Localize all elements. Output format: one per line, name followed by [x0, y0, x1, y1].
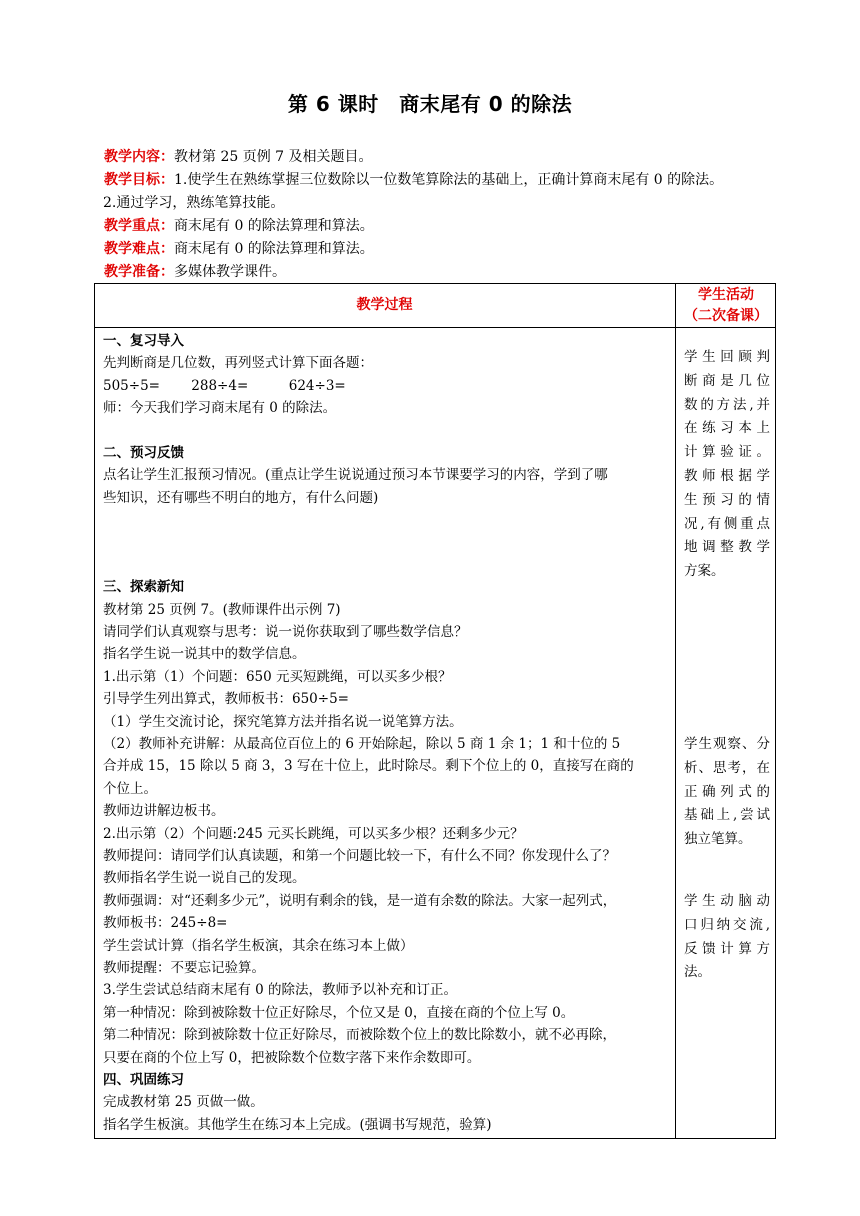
- meta-focus: [104, 215, 784, 238]
- content-line: 完成教材第 25 页做一做。: [103, 1094, 264, 1111]
- meta-difficulty: [104, 238, 784, 261]
- side-note-line: 计算验证。: [684, 444, 770, 461]
- side-note-line: 生预习的情: [684, 491, 770, 508]
- side-note-line: 数的方法,并: [684, 396, 770, 413]
- student-activity-note-3: [684, 890, 770, 985]
- content-line: 指名学生说一说其中的数学信息。: [103, 646, 306, 663]
- content-line: 教材第 25 页例 7。(教师课件出示例 7): [103, 601, 341, 618]
- content-line: 个位上。: [103, 780, 157, 797]
- meta-key: 教学目标：: [104, 172, 174, 188]
- side-note-line: 况,有侧重点: [684, 515, 770, 532]
- content-line: 第二种情况：除到被除数十位正好除尽，而被除数个位上的数比除数小，就不必再除，: [103, 1027, 616, 1044]
- section-heading: 一、复习导入: [103, 333, 184, 349]
- header-student-activity-label: 学生活动: [698, 287, 754, 303]
- side-note-line: 学生观察、分: [684, 736, 770, 752]
- content-line: （2）教师补充讲解：从最高位百位上的 6 开始除起，除以 5 商 1 余 1；1 和十位的 5: [103, 736, 621, 753]
- column-divider: [675, 283, 676, 1139]
- content-line: 教师板书：245÷8=: [103, 915, 228, 932]
- content-line: 指名学生板演。其他学生在练习本上完成。(强调书写规范，验算): [103, 1116, 492, 1133]
- meta-key: 教学内容：: [104, 149, 174, 165]
- content-line: 第一种情况：除到被除数十位正好除尽，个位又是 0，直接在商的个位上写 0。: [103, 1004, 575, 1021]
- meta-preparation: [104, 261, 784, 284]
- teaching-process-content: [103, 330, 669, 1136]
- content-line: [103, 532, 669, 554]
- meta-value: 1.使学生在熟练掌握三位数除以一位数笔算除法的基础上，正确计算商末尾有 0 的除法。: [174, 172, 724, 188]
- side-note-line: 口归纳交流,: [684, 916, 770, 933]
- side-note-line: 在练习本上: [684, 420, 770, 437]
- side-note-line: 正确列式的: [684, 783, 770, 800]
- side-note-line: 反馈计算方: [684, 940, 770, 957]
- side-note-line: 析、思考，在: [684, 759, 770, 776]
- content-line: 教师边讲解边板书。: [103, 803, 225, 820]
- content-line: [103, 509, 669, 531]
- lesson-title: 第 6 课时 商末尾有 0 的除法: [287, 92, 573, 116]
- section-heading: 四、巩固练习: [103, 1071, 184, 1088]
- content-line: [103, 420, 669, 442]
- meta-value: 教材第 25 页例 7 及相关题目。: [174, 149, 373, 165]
- lesson-meta: [104, 146, 784, 284]
- meta-goal: [104, 169, 784, 192]
- content-line: 教师指名学生说一说自己的发现。: [103, 870, 306, 887]
- content-line: （1）学生交流讨论，探究笔算方法并指名说一说笔算方法。: [103, 713, 463, 730]
- student-activity-note-2: [684, 733, 770, 852]
- content-line: 师：今天我们学习商末尾有 0 的除法。: [103, 400, 337, 417]
- content-line: 教师提问：请同学们认真读题，和第一个问题比较一下，有什么不同？你发现什么了？: [103, 847, 616, 864]
- content-line: 只要在商的个位上写 0，把被除数个位数字落下来作余数即可。: [103, 1049, 481, 1066]
- meta-value: 多媒体教学课件。: [174, 264, 286, 280]
- content-line: 2.出示第（2）个问题:245 元买长跳绳，可以买多少根？还剩多少元？: [103, 825, 524, 842]
- header-second-prep-label: （二次备课）: [684, 308, 768, 324]
- header-divider: [94, 327, 776, 328]
- meta-key: 教学准备：: [104, 264, 174, 280]
- header-student-activity: [676, 285, 776, 327]
- side-note-line: 方案。: [684, 563, 725, 580]
- side-note-line: 地调整教学: [684, 539, 770, 556]
- side-note-line: 断商是几位: [684, 372, 770, 389]
- section-heading: 三、探索新知: [103, 579, 184, 596]
- meta-key: 教学难点：: [104, 241, 174, 257]
- meta-key: 教学重点：: [104, 218, 174, 234]
- content-line: 3.学生尝试总结商末尾有 0 的除法，教师予以补充和订正。: [103, 982, 458, 999]
- content-line: 先判断商是几位数，再列竖式计算下面各题：: [103, 355, 373, 372]
- content-line: 合并成 15，15 除以 5 商 3，3 写在十位上，此时除尽。剩下个位上的 0，直接写在商的: [103, 758, 634, 775]
- side-note-line: 学生动脑动: [684, 893, 770, 909]
- meta-content: [104, 146, 784, 169]
- content-line: 点名让学生汇报预习情况。(重点让学生说说通过预习本节课要学习的内容，学到了哪: [103, 467, 608, 484]
- content-line: 些知识，还有哪些不明白的地方，有什么问题): [103, 489, 379, 506]
- meta-goal-2: [103, 192, 784, 215]
- content-line: 学生尝试计算（指名学生板演，其余在练习本上做）: [103, 937, 414, 954]
- meta-value: 商末尾有 0 的除法算理和算法。: [174, 241, 374, 257]
- meta-value: 2.通过学习，熟练笔算技能。: [103, 195, 285, 211]
- meta-value: 商末尾有 0 的除法算理和算法。: [174, 218, 374, 234]
- content-line: 请同学们认真观察与思考：说一说你获取到了哪些数学信息？: [103, 624, 468, 641]
- side-note-line: 学生回顾判: [684, 349, 770, 365]
- side-note-line: 基础上,尝试: [684, 807, 770, 824]
- side-note-line: 法。: [684, 964, 711, 981]
- header-teaching-process: 教学过程: [356, 297, 413, 313]
- side-note-line: 教师根据学: [684, 467, 770, 484]
- content-line: 教师提醒：不要忘记验算。: [103, 959, 265, 976]
- content-line: [103, 554, 669, 576]
- content-line: 教师强调：对“还剩多少元”，说明有剩余的钱，是一道有余数的除法。大家一起列式，: [103, 892, 617, 909]
- student-activity-note-1: [684, 346, 770, 584]
- side-note-line: 独立笔算。: [684, 831, 752, 848]
- content-line: 1.出示第（1）个问题：650 元买短跳绳，可以买多少根？: [103, 668, 452, 685]
- content-line: 引导学生列出算式，教师板书：650÷5=: [103, 691, 349, 708]
- content-line: 505÷5= 288÷4= 624÷3=: [103, 377, 346, 394]
- section-heading: 二、预习反馈: [103, 444, 184, 461]
